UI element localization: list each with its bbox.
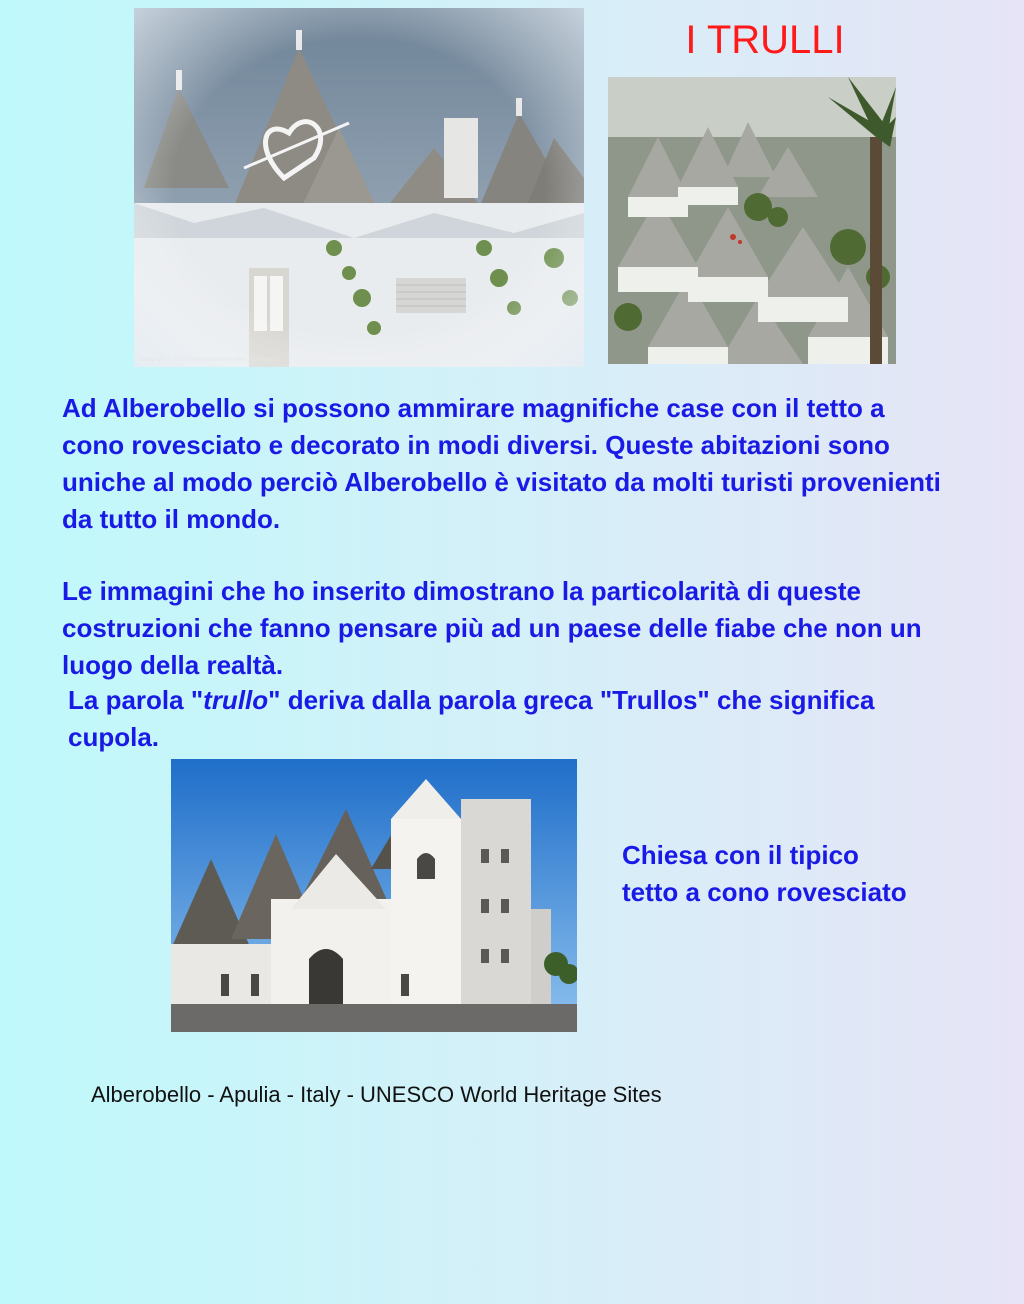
page-title: I TRULLI — [685, 18, 845, 62]
etymology-paragraph — [68, 682, 948, 756]
etymology-italic-word: trullo — [203, 685, 269, 715]
trulli-heart-photo — [134, 8, 584, 367]
footer-credit: Alberobello - Apulia - Italy - UNESCO World Heritage Sites — [91, 1082, 662, 1107]
intro-paragraph: Ad Alberobello si possono ammirare magnifiche case con il tetto a cono rovesciato e decorato in modi diversi. Queste abitazioni sono uniche al modo perciò Alberobello è visitato da molti turisti provenienti da tutto il mondo. — [62, 393, 941, 534]
church-caption: Chiesa con il tipico tetto a cono rovesciato — [622, 840, 907, 907]
trulli-village-photo — [608, 77, 896, 364]
etymology-text-after: " deriva dalla parola greca "Trullos" che significa cupola. — [68, 685, 875, 752]
photo-copyright: Copyright © 2003 Ivano Montanari www.imontanari.it — [140, 357, 281, 363]
etymology-text-before: La parola " — [68, 685, 204, 715]
church-photo — [171, 759, 577, 1032]
images-paragraph: Le immagini che ho inserito dimostrano la particolarità di queste costruzioni che fanno pensare più ad un paese delle fiabe che non un luogo della realtà. — [62, 576, 922, 680]
